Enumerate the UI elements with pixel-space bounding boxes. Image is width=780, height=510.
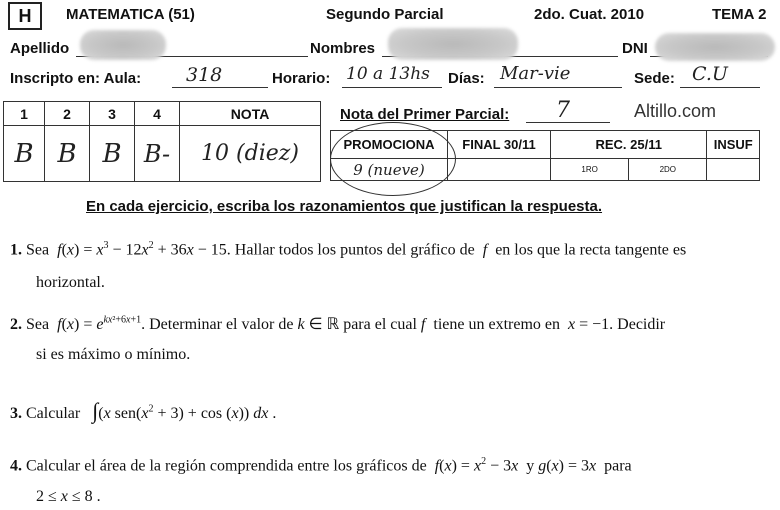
grade-header-4: 4 bbox=[135, 102, 180, 126]
altillo-watermark: Altillo.com bbox=[634, 101, 717, 121]
exam-title: Segundo Parcial bbox=[326, 6, 444, 23]
aula-value: 318 bbox=[186, 64, 223, 86]
insuf-header: INSUF bbox=[707, 131, 760, 159]
horario-label: Horario: bbox=[272, 70, 331, 87]
grade-header-nota: NOTA bbox=[180, 102, 321, 126]
primer-parcial-label: Nota del Primer Parcial: bbox=[340, 106, 510, 123]
aula-line bbox=[172, 87, 268, 88]
grade-value-3: B bbox=[90, 126, 135, 182]
grade-value-2: B bbox=[45, 126, 90, 182]
horario-line bbox=[342, 87, 442, 88]
redacted-dni bbox=[655, 33, 775, 61]
grade-value-4: B- bbox=[135, 126, 180, 182]
horario-value: 10 a 13hs bbox=[346, 64, 430, 84]
exercise-3-number: 3. bbox=[10, 405, 22, 422]
promociona-circle bbox=[330, 122, 456, 196]
promociona-header: PROMOCIONA bbox=[331, 131, 448, 159]
subject-title: MATEMATICA (51) bbox=[66, 6, 195, 23]
grades-table bbox=[3, 101, 321, 182]
final-cell bbox=[448, 159, 551, 181]
dni-label: DNI bbox=[622, 40, 648, 57]
exercise-2-number: 2. bbox=[10, 316, 22, 333]
exercise-1-line2: horizontal. bbox=[36, 274, 105, 291]
redacted-apellido bbox=[80, 30, 166, 60]
instruction-text: En cada ejercicio, escriba los razonamientos que justifican la respuesta. bbox=[86, 198, 603, 215]
grade-header-1: 1 bbox=[4, 102, 45, 126]
rec-1ro: 1RO bbox=[551, 159, 629, 181]
inscripto-label: Inscripto en: Aula: bbox=[10, 70, 142, 87]
apellido-label: Apellido bbox=[10, 40, 70, 57]
exercise-4: 4. Calcular el área de la región comprendida entre los gráficos de $f(x) = x^2 - 3x$ y g(x) = 3x para bbox=[10, 456, 632, 475]
grade-value-nota: 10 (diez) bbox=[180, 126, 321, 182]
sede-line bbox=[680, 87, 760, 88]
nombres-label: Nombres bbox=[310, 40, 376, 57]
dias-label: Días: bbox=[448, 70, 485, 87]
final-header: FINAL 30/11 bbox=[448, 131, 551, 159]
redacted-nombres bbox=[388, 28, 518, 60]
sede-value: C.U bbox=[692, 63, 728, 85]
tema-letter-box: H bbox=[8, 2, 42, 30]
grade-value-1: B bbox=[4, 126, 45, 182]
rec-header: REC. 25/11 bbox=[551, 131, 707, 159]
insuf-cell bbox=[707, 159, 760, 181]
tema-label: TEMA 2 bbox=[712, 6, 767, 23]
exercise-4-number: 4. bbox=[10, 457, 22, 475]
grade-header-3: 3 bbox=[90, 102, 135, 126]
sede-label: Sede: bbox=[634, 70, 675, 87]
grade-header-2: 2 bbox=[45, 102, 90, 126]
dias-value: Mar-vie bbox=[500, 63, 571, 84]
exercise-1: 1. Sea $f(x) = x^3 - 12x^2 + 36x - 15$. Hallar todos los puntos del gráfico de f en los que la recta tangente es bbox=[10, 240, 687, 259]
exercise-2-line2: si es máximo o mínimo. bbox=[36, 346, 191, 363]
exercise-4-line2: 2 ≤ x ≤ 8 . bbox=[36, 488, 101, 505]
dias-line bbox=[494, 87, 622, 88]
exercise-1-number: 1. bbox=[10, 241, 22, 259]
promociona-value: 9 (nueve) bbox=[331, 159, 448, 181]
primer-parcial-value: 7 bbox=[556, 98, 570, 123]
term-label: 2do. Cuat. 2010 bbox=[534, 6, 645, 23]
rec-2do: 2DO bbox=[629, 159, 707, 181]
exercise-3: 3. Calcular ∫(x $sen(x^2 + 3) + \cos (x)$) dx . bbox=[10, 398, 277, 423]
exercise-2: 2. Sea $f(x) = e^{kx^2+6x+1}$. Determinar el valor de k ∈ ℝ para el cual f tiene un extremo en x = −1. Decidir bbox=[10, 314, 666, 333]
